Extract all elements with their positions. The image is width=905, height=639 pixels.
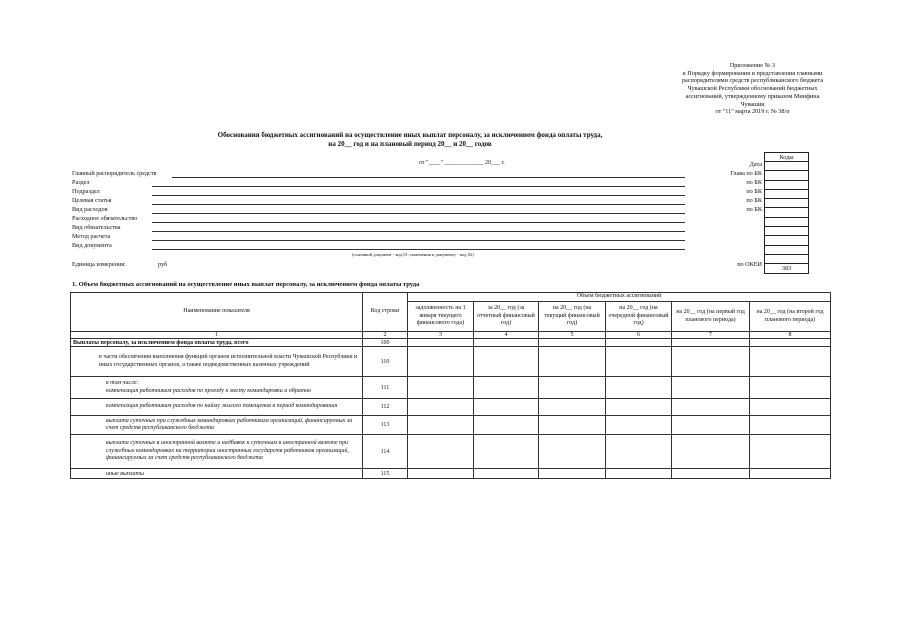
row-name: компенсация работникам расходов по найму жилого помещения в период командирования (71, 399, 363, 416)
value-cell[interactable] (606, 399, 672, 416)
value-cell[interactable] (474, 339, 539, 347)
col-header-name: Наименование показателя (71, 293, 363, 332)
section-title: 1. Объем бюджетных ассигнований на осуществление иных выплат персоналу, за исключением фонда оплаты труда (72, 281, 420, 288)
table-row (71, 347, 831, 377)
value-cell[interactable] (408, 377, 474, 399)
value-cell[interactable] (606, 435, 672, 469)
appendix-line: распорядителями средств республиканского бюджета (681, 77, 824, 85)
label-vid-bk: по БК (746, 206, 762, 213)
value-cell[interactable] (606, 339, 672, 347)
value-cell[interactable] (750, 377, 831, 399)
row-name-text: компенсация работникам расходов по проезду к месту командировки и обратно (106, 387, 312, 394)
value-cell[interactable] (408, 469, 474, 479)
col-number-row (71, 332, 831, 339)
col-number: 6 (606, 332, 672, 339)
field-metod: Метод расчета (72, 233, 111, 240)
row-name-prefix: в том числе: (106, 380, 139, 386)
value-cell[interactable] (672, 416, 750, 435)
code-cell-vid[interactable] (765, 208, 809, 217)
value-cell[interactable] (672, 347, 750, 377)
appendix-line: от "11" марта 2019 г. № 38/п (715, 108, 790, 116)
code-cell-glava[interactable] (765, 171, 809, 180)
col-number: 7 (672, 332, 750, 339)
value-cell[interactable] (474, 416, 539, 435)
col-header-group: Объем бюджетных ассигнований (408, 293, 831, 302)
row-code: 111 (363, 377, 408, 399)
col-header-code: Код строки (363, 293, 408, 332)
appendix-line: Чувашской Республики обоснований бюджетных (687, 85, 818, 93)
value-cell[interactable] (606, 377, 672, 399)
code-cell-vidobyaz[interactable] (765, 227, 809, 236)
appendix-line: ассигнований, утвержденному приказом Минфина (685, 92, 820, 100)
value-cell[interactable] (606, 347, 672, 377)
field-underline[interactable] (152, 204, 685, 205)
field-underline[interactable] (152, 249, 685, 250)
table-row (71, 435, 831, 469)
field-underline[interactable] (152, 186, 685, 187)
title-line-2: на 20__ год и на плановый период 20__ и 20__ годов (328, 140, 492, 148)
field-rashodnoe: Расходное обязательство (72, 215, 138, 222)
value-cell[interactable] (474, 399, 539, 416)
row-code: 113 (363, 416, 408, 435)
row-code: 114 (363, 435, 408, 469)
col-header-7: на 20__ год (на первый год планового периода) (672, 302, 750, 332)
table-row (71, 377, 831, 399)
row-name (71, 377, 363, 399)
codes-table (764, 152, 809, 274)
col-header-8: на 20__ год (на второй год планового периода) (750, 302, 831, 332)
col-header-5: на 20__ год (на текущий финансовый год) (539, 302, 606, 332)
col-number: 4 (474, 332, 539, 339)
label-date: Дата (749, 161, 762, 168)
value-cell[interactable] (408, 399, 474, 416)
label-podrazdel-bk: по БК (746, 188, 762, 195)
unit-value: руб (158, 261, 168, 268)
value-cell[interactable] (539, 339, 606, 347)
code-cell-blank[interactable] (765, 254, 809, 263)
code-cell-doc[interactable] (765, 245, 809, 254)
value-cell[interactable] (539, 469, 606, 479)
value-cell[interactable] (474, 469, 539, 479)
row-code: 110 (363, 347, 408, 377)
value-cell[interactable] (408, 416, 474, 435)
field-vid-rashodov: Вид расходов (72, 206, 108, 213)
appendix-line: к Порядку формирования и представления главными (682, 69, 823, 77)
field-underline[interactable] (152, 195, 685, 196)
value-cell[interactable] (474, 377, 539, 399)
value-cell[interactable] (672, 469, 750, 479)
row-name: в части обеспечения выполнения функций органов исполнительной власти Чувашской Республики и иных государственных органов, а также подведомственных казенных учреждений (71, 347, 363, 377)
col-number: 8 (750, 332, 831, 339)
code-cell-razdel[interactable] (765, 180, 809, 189)
date-line: от "____" _____________ 20___ г. (419, 160, 505, 166)
value-cell[interactable] (408, 435, 474, 469)
title-line-1: Обоснования бюджетных ассигнований на осуществление иных выплат персоналу, за исключением фонда оплаты труда, (217, 131, 603, 139)
appendix-line: Чувашии (740, 100, 765, 108)
value-cell[interactable] (539, 377, 606, 399)
value-cell[interactable] (750, 347, 831, 377)
code-cell-date[interactable] (765, 162, 809, 171)
label-cel-bk: по БК (746, 197, 762, 204)
code-cell-metod[interactable] (765, 236, 809, 245)
col-number: 1 (71, 332, 363, 339)
value-cell[interactable] (539, 416, 606, 435)
field-underline[interactable] (152, 213, 685, 214)
value-cell[interactable] (672, 377, 750, 399)
label-razdel-bk: по БК (746, 179, 762, 186)
col-header-3: задолженность на 1 января текущего финансового года) (408, 302, 474, 332)
value-cell[interactable] (539, 347, 606, 377)
code-cell-okei: 383 (765, 264, 809, 273)
row-code: 100 (363, 339, 408, 347)
value-cell[interactable] (750, 416, 831, 435)
value-cell[interactable] (750, 469, 831, 479)
col-number: 2 (363, 332, 408, 339)
budget-table (70, 292, 831, 479)
table-row (71, 416, 831, 435)
okei-label: по ОКЕИ (737, 261, 762, 268)
field-podrazdel: Подраздел (72, 188, 100, 195)
unit-label: Единица измерения: (72, 261, 126, 268)
field-glavny: Главный распорядитель средств (72, 170, 157, 177)
value-cell[interactable] (474, 435, 539, 469)
row-code: 115 (363, 469, 408, 479)
field-underline[interactable] (152, 231, 685, 232)
value-cell[interactable] (672, 339, 750, 347)
value-cell[interactable] (539, 399, 606, 416)
row-name: выплата суточных при служебных командировках работникам организаций, финансируемых за счет средств республиканского бюджета (71, 416, 363, 435)
table-row (71, 339, 831, 347)
row-code: 112 (363, 399, 408, 416)
value-cell[interactable] (474, 347, 539, 377)
appendix-block (640, 62, 865, 116)
value-cell[interactable] (606, 469, 672, 479)
value-cell[interactable] (750, 339, 831, 347)
document-title (160, 131, 660, 149)
field-razdel: Раздел (72, 179, 90, 186)
table-row (71, 469, 831, 479)
field-vid-doc: Вид документа (72, 242, 112, 249)
value-cell[interactable] (672, 435, 750, 469)
table-row (71, 399, 831, 416)
doc-note: (основной документ - код 01; изменения к документу - код 02) (352, 252, 474, 257)
value-cell[interactable] (539, 435, 606, 469)
value-cell[interactable] (408, 347, 474, 377)
codes-header: Коды (765, 153, 809, 162)
field-underline[interactable] (152, 240, 685, 241)
label-glava: Глава по БК (730, 170, 762, 177)
col-number: 3 (408, 332, 474, 339)
value-cell[interactable] (750, 435, 831, 469)
field-vid-obyaz: Вид обязательства (72, 224, 121, 231)
code-cell-cel[interactable] (765, 199, 809, 208)
row-name: выплата суточных в иностранной валюте и надбавок к суточным в иностранной валюте при служебных командировках на территории иностранных государств работников организаций, финансируемых за счет средств республиканского бюджета (71, 435, 363, 469)
value-cell[interactable] (672, 399, 750, 416)
value-cell[interactable] (408, 339, 474, 347)
field-underline[interactable] (172, 177, 685, 178)
col-header-6: на 20__ год (на очередной финансовый год) (606, 302, 672, 332)
row-name: Выплаты персоналу, за исключением фонда оплаты труда, всего (71, 339, 363, 347)
appendix-line: Приложение № 3 (729, 62, 776, 69)
code-cell-podrazdel[interactable] (765, 189, 809, 198)
col-number: 5 (539, 332, 606, 339)
col-header-4: за 20__ год (за отчетный финансовый год) (474, 302, 539, 332)
row-name: иные выплаты (71, 469, 363, 479)
value-cell[interactable] (606, 416, 672, 435)
field-celevaya: Целевая статья (72, 197, 112, 204)
field-underline[interactable] (152, 222, 685, 223)
value-cell[interactable] (750, 399, 831, 416)
code-cell-obyaz[interactable] (765, 217, 809, 226)
